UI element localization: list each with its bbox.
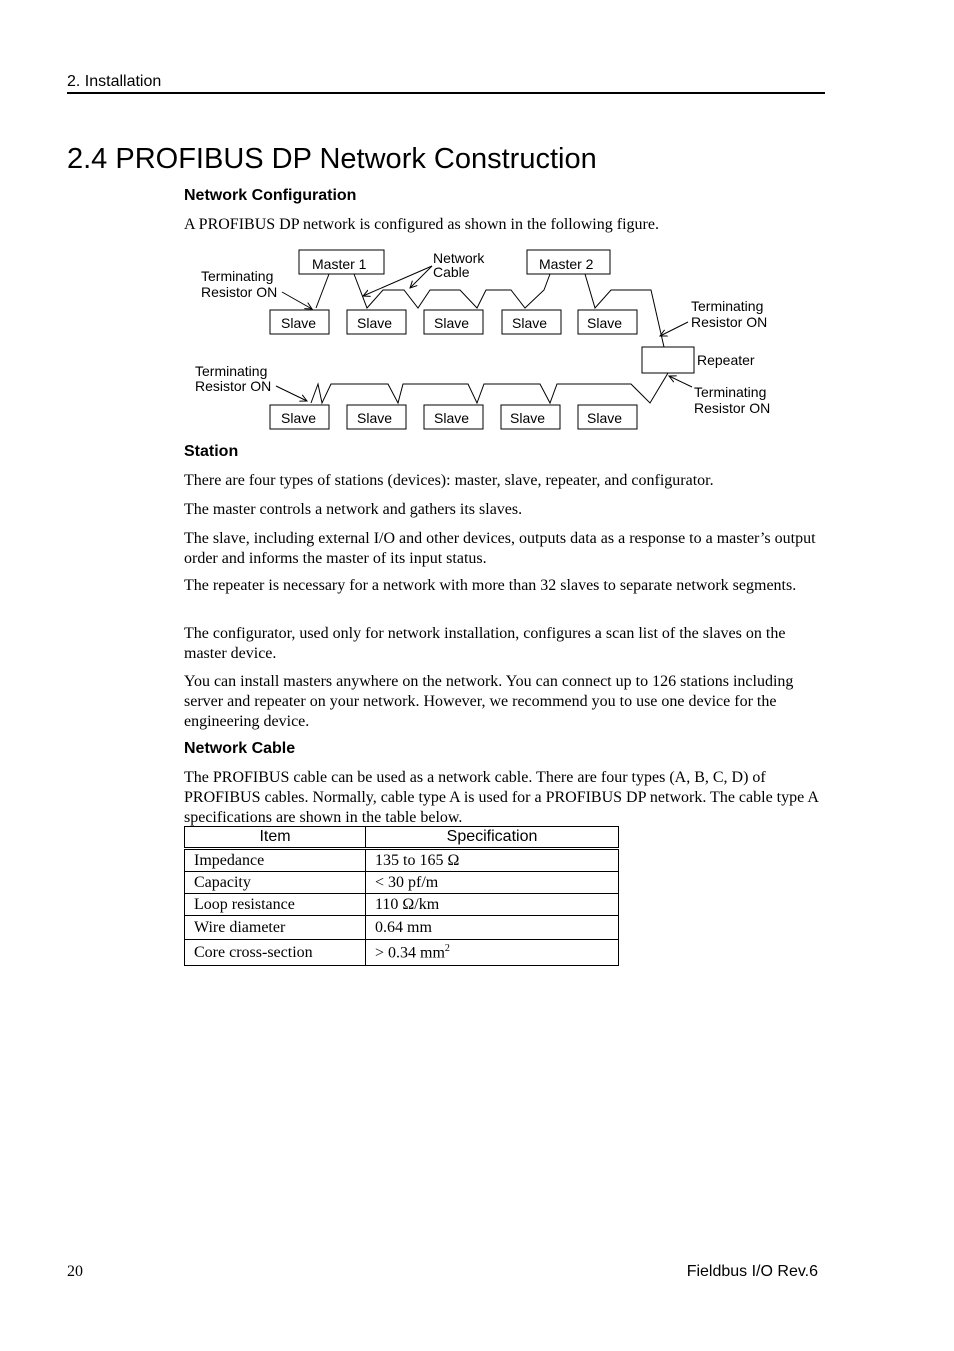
station-heading: Station: [184, 443, 239, 460]
table-cell-item: Loop resistance: [185, 894, 366, 916]
slave-label: Slave: [587, 315, 623, 331]
section-title: 2.4 PROFIBUS DP Network Construction: [67, 143, 597, 175]
slave-label: Slave: [281, 315, 317, 331]
column-header-item: Item: [185, 827, 366, 849]
slave-label: Slave: [357, 315, 393, 331]
table-cell-spec: < 30 pf/m: [366, 872, 619, 894]
slave-box: [270, 405, 329, 429]
terminating-resistor-label: Terminating: [694, 384, 767, 400]
table-cell-spec: [366, 940, 619, 966]
table-cell-item: Impedance: [185, 849, 366, 872]
header-rule: [67, 92, 825, 94]
table-header-row: [185, 827, 619, 849]
table-row: [185, 894, 619, 916]
page-number: 20: [67, 1263, 83, 1280]
table-cell-spec: 135 to 165 Ω: [366, 849, 619, 872]
network-cable-label: Network: [433, 250, 485, 266]
slave-box: [347, 405, 406, 429]
running-header: 2. Installation: [67, 73, 162, 90]
slave-label: Slave: [512, 315, 548, 331]
terminating-resistor-label: Resistor ON: [201, 284, 278, 300]
document-footer: Fieldbus I/O Rev.6: [686, 1263, 818, 1280]
network-cable-paragraph: The PROFIBUS cable can be used as a network cable. There are four types (A, B, C, D) of PROFIBUS cables. Normally, cable type A is used for a PROFIBUS DP network. The cable type A specifications are shown in the table below.: [184, 769, 819, 826]
table-row: [185, 940, 619, 966]
network-cable-arrow: [363, 266, 432, 296]
table-cell-spec: 0.64 mm: [366, 916, 619, 940]
table-row: [185, 916, 619, 940]
repeater-box: [642, 347, 694, 373]
network-configuration-intro: A PROFIBUS DP network is configured as shown in the following figure.: [184, 216, 659, 233]
slave-box: [347, 310, 406, 334]
slave-label: Slave: [434, 315, 470, 331]
terminating-resistor-label: Terminating: [691, 298, 764, 314]
station-paragraph: The slave, including external I/O and other devices, outputs data as a response to a master’s output order and informs the master of its input status.: [184, 530, 816, 567]
cable-spec-table: [184, 826, 619, 966]
station-paragraph: There are four types of stations (devices): master, slave, repeater, and configurator.: [184, 472, 714, 489]
table-row: [185, 872, 619, 894]
network-cable-line: [316, 274, 329, 308]
slave-box: [270, 310, 329, 334]
slave-label: Slave: [510, 410, 546, 426]
slave-label: Slave: [587, 410, 623, 426]
slave-box: [501, 405, 560, 429]
network-cable-heading: Network Cable: [184, 740, 296, 757]
station-paragraph: The repeater is necessary for a network with more than 32 slaves to separate network segments.: [184, 577, 797, 594]
network-configuration-heading: Network Configuration: [184, 187, 357, 204]
station-paragraph: The master controls a network and gathers its slaves.: [184, 501, 523, 518]
slave-label: Slave: [281, 410, 317, 426]
station-paragraph: You can install masters anywhere on the network. You can connect up to 126 stations including server and repeater on your network. However, we recommend you to use one device for the engineering device.: [184, 673, 794, 730]
master-1-box: [299, 250, 384, 274]
slave-box: [424, 310, 483, 334]
slave-label: Slave: [434, 410, 470, 426]
table-row: [185, 849, 619, 872]
superscript-2: 2: [444, 942, 450, 954]
slave-box: [578, 405, 637, 429]
terminating-resistor-label: Resistor ON: [694, 400, 771, 416]
master-2-label: Master 2: [539, 256, 594, 272]
station-paragraph: The configurator, used only for network installation, configures a scan list of the slaves on the master device.: [184, 625, 786, 662]
terminating-resistor-arrow: [282, 292, 312, 309]
network-cable-line: [311, 373, 668, 403]
master-2-box: [527, 250, 610, 274]
slave-box: [502, 310, 561, 334]
slave-label: Slave: [357, 410, 393, 426]
table-cell-item: Wire diameter: [185, 916, 366, 940]
table-cell-item: Core cross-section: [185, 940, 366, 966]
table-cell-item: Capacity: [185, 872, 366, 894]
network-cable-arrow: [410, 266, 432, 288]
repeater-label: Repeater: [697, 352, 755, 368]
terminating-resistor-label: Resistor ON: [195, 378, 272, 394]
network-cable-label: Cable: [433, 264, 470, 280]
terminating-resistor-label: Resistor ON: [691, 314, 768, 330]
network-cable-line: [354, 274, 550, 308]
column-header-specification: Specification: [366, 827, 619, 849]
terminating-resistor-arrow: [669, 376, 692, 387]
terminating-resistor-label: Terminating: [195, 363, 268, 379]
network-cable-line: [585, 274, 664, 347]
master-1-label: Master 1: [312, 256, 367, 272]
table-cell-spec: 110 Ω/km: [366, 894, 619, 916]
slave-box: [578, 310, 637, 334]
terminating-resistor-arrow: [660, 322, 688, 336]
terminating-resistor-arrow: [276, 386, 307, 401]
terminating-resistor-label: Terminating: [201, 268, 274, 284]
core-cross-section-value: > 0.34 mm: [375, 944, 445, 962]
slave-box: [424, 405, 483, 429]
